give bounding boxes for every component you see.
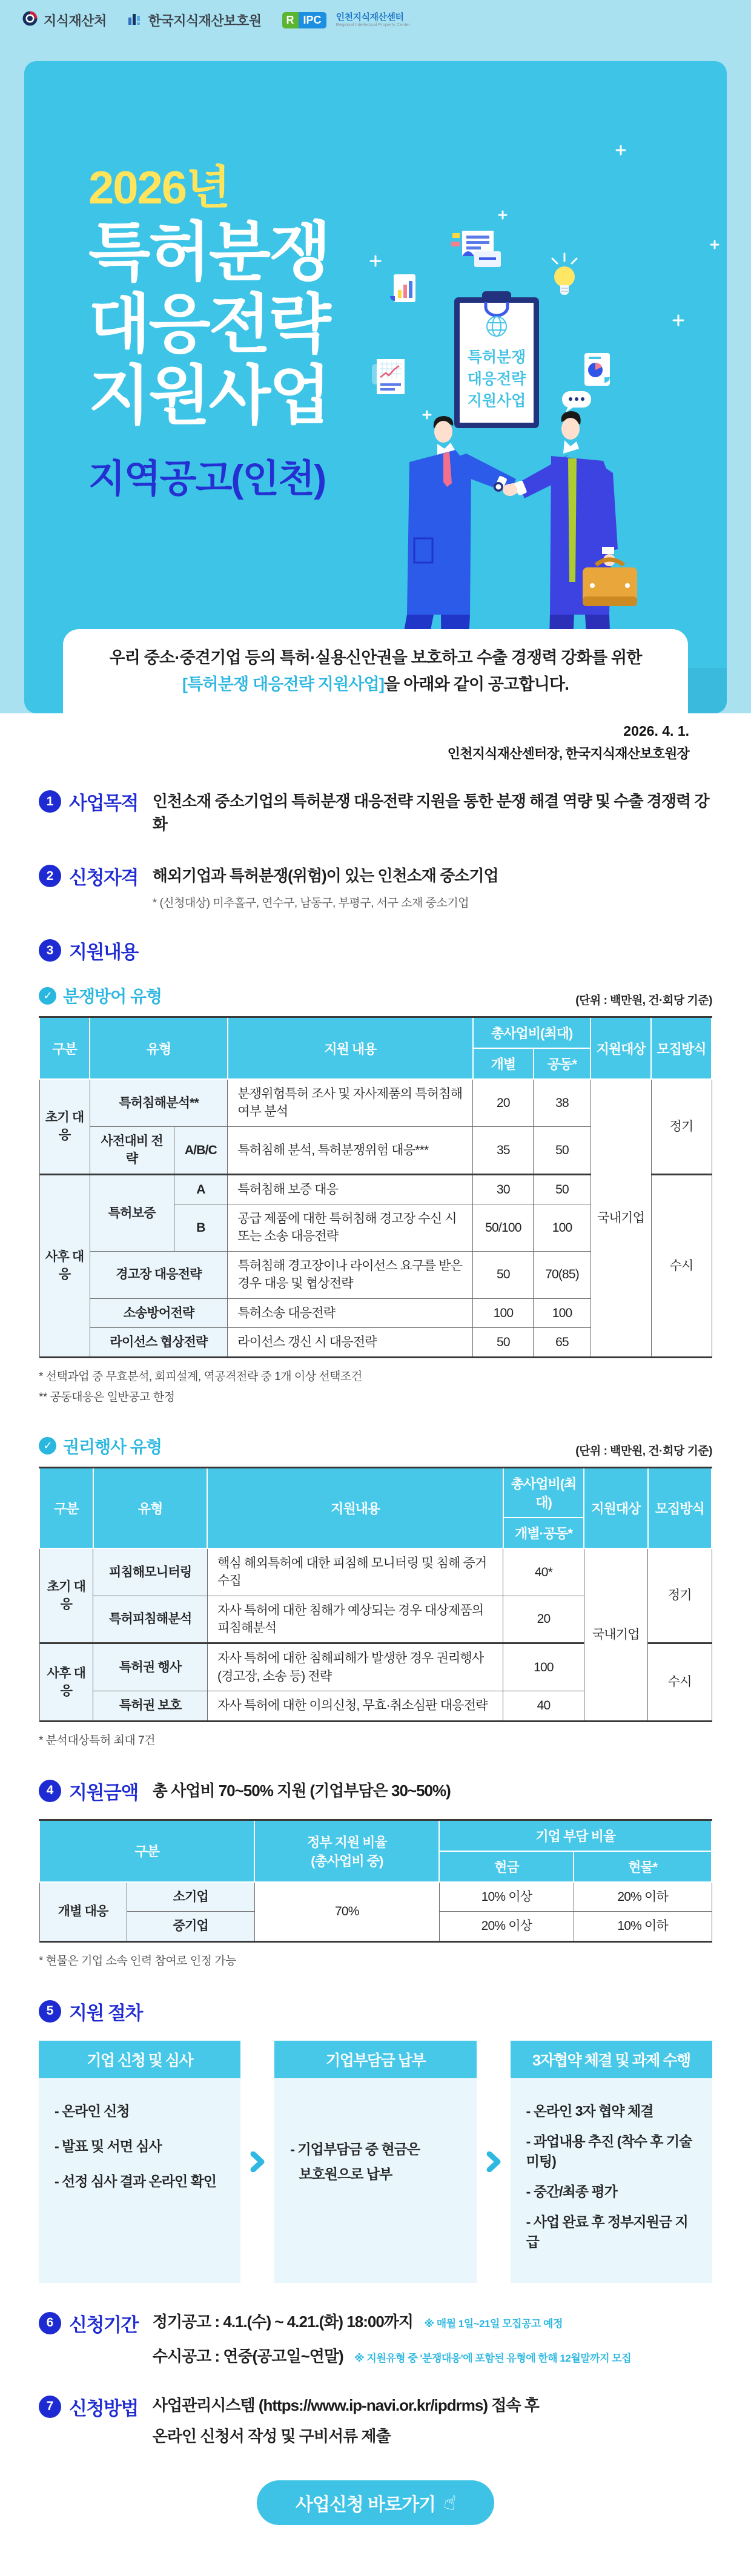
period-anytime-note: ※ 지원유형 중 '분쟁대응'에 포함된 유형에 한해 12월말까지 모집 bbox=[354, 2352, 632, 2364]
col-header: 현금 bbox=[439, 1851, 574, 1882]
ripc-name: 인천지식재산센터 bbox=[336, 12, 404, 23]
process-step-item: 보호원으로 납부 bbox=[299, 2166, 392, 2182]
process-step-3-header: 3자협약 체결 및 과제 수행 bbox=[511, 2041, 712, 2078]
process-step-item: - 발표 및 서면 심사 bbox=[55, 2138, 162, 2154]
process-step-1-header: 기업 신청 및 심사 bbox=[39, 2041, 240, 2078]
hero-title-line: 특허분쟁 bbox=[88, 217, 329, 288]
process-step-item: - 온라인 신청 bbox=[55, 2102, 130, 2119]
process-step-2 bbox=[274, 2041, 476, 2283]
table2-label-group bbox=[39, 1434, 162, 1458]
table2-unit: (단위 : 백만원, 건·회당 기준) bbox=[575, 1444, 712, 1458]
process-step-item: - 기업부담금 중 현금은 bbox=[290, 2141, 420, 2158]
period-regular-note: ※ 매월 1일~21일 모집공고 예정 bbox=[424, 2317, 563, 2330]
bar-chart-logo-icon bbox=[127, 12, 143, 29]
logo-koipa-label: 한국지식재산보호원 bbox=[148, 13, 262, 28]
pie-chart-doc-icon bbox=[584, 353, 610, 386]
col-header: 구분 bbox=[39, 1467, 93, 1548]
section-5-badge: 5 bbox=[39, 2000, 61, 2023]
col-header: 총사업비(최대) bbox=[473, 1017, 591, 1049]
hero-year: 2026년 bbox=[88, 162, 230, 214]
process-step-item: - 선정 심사 결과 온라인 확인 bbox=[55, 2173, 217, 2189]
col-header: 기업 부담 비율 bbox=[439, 1820, 712, 1851]
funding-ratio-table bbox=[39, 1819, 712, 1943]
table1-label: 분쟁방어 유형 bbox=[63, 987, 162, 1006]
process-step-2-header: 기업부담금 납부 bbox=[274, 2041, 476, 2078]
table-row: 초기 대응 피침해모니터링 핵심 해외특허에 대한 피침해 모니터링 및 침해 증거 수집 40* 국내기업 정기 bbox=[39, 1548, 712, 1596]
table2-footnote: * 분석대상특허 최대 7건 bbox=[39, 1734, 155, 1747]
table-row: 사후 대응 특허권 행사 자사 특허에 대한 침해피해가 발생한 경우 권리행사(경고장, 소송 등) 전략 100 수시 bbox=[39, 1643, 712, 1691]
table1-footnotes: * 선택과업 중 무효분석, 회피설계, 역공격전략 중 1개 이상 선택조건 ** 공동대응은 일반공고 한정 bbox=[39, 1370, 362, 1404]
table-row: 개별 대응 소기업 70% 10% 이상 20% 이하 bbox=[39, 1882, 712, 1912]
section-application-period bbox=[39, 2310, 712, 2366]
apply-now-label: 사업신청 바로가기 bbox=[295, 2494, 436, 2515]
col-header: 총사업비(최대) bbox=[503, 1467, 584, 1518]
hand-cursor-icon: ☝ bbox=[442, 2490, 458, 2515]
logo-koipa bbox=[127, 11, 262, 30]
line-chart-doc-icon bbox=[372, 359, 405, 394]
announcement-meta bbox=[0, 713, 751, 762]
period-regular: 정기공고 : 4.1.(수) ~ 4.21.(화) 18:00까지 ※ 매월 1일~21일 모집공고 예정 bbox=[152, 2312, 563, 2331]
table2-caption-row bbox=[39, 1434, 712, 1458]
intro-line-2: [특허분쟁 대응전략 지원사업]을 아래와 같이 공고합니다. bbox=[182, 675, 569, 693]
table3-footnote: * 현물은 기업 소속 인력 참여로 인정 가능 bbox=[39, 1954, 237, 1967]
section-6-badge: 6 bbox=[39, 2312, 61, 2334]
hero-title-block bbox=[88, 151, 329, 503]
clipboard-sign bbox=[454, 291, 539, 428]
col-header: 지원 내용 bbox=[228, 1017, 473, 1080]
process-step-item: - 중간/최종 평가 bbox=[526, 2183, 617, 2199]
section-4-badge: 4 bbox=[39, 1780, 61, 1802]
process-step-item: - 사업 완료 후 정부지원금 지급 bbox=[526, 2213, 688, 2250]
table-row: 사후 대응 특허보증 A 특허침해 보증 대응 30 50 수시 bbox=[39, 1174, 712, 1204]
ripc-logo-icon: R IPC bbox=[282, 12, 326, 28]
hero-banner bbox=[24, 61, 727, 713]
col-header: 공동* bbox=[534, 1048, 591, 1079]
intro-box bbox=[63, 629, 688, 713]
arrow-right-icon bbox=[240, 2041, 274, 2283]
section-eligibility bbox=[39, 862, 712, 910]
method-line-1: 사업관리시스템 (https://www.ip-navi.or.kr/ipdrms) 접속 후 bbox=[152, 2396, 539, 2414]
process-step-1 bbox=[39, 2041, 240, 2283]
process-step-3 bbox=[511, 2041, 712, 2283]
board-line: 특허분쟁 bbox=[467, 349, 526, 366]
col-header: 유형 bbox=[93, 1467, 208, 1548]
section-1-body: 인천소재 중소기업의 특허분쟁 대응전략 지원을 통한 분쟁 해결 역량 및 수출 경쟁력 강화 bbox=[152, 792, 709, 833]
table-row: 특허피침해분석 자사 특허에 대한 침해가 예상되는 경우 대상제품의 피침해분석 20 bbox=[39, 1596, 712, 1643]
section-2-badge: 2 bbox=[39, 865, 61, 887]
section-3-badge: 3 bbox=[39, 939, 61, 962]
process-step-item: - 온라인 3자 협약 체결 bbox=[526, 2102, 653, 2119]
col-header: 지원대상 bbox=[584, 1467, 647, 1548]
table1-unit: (단위 : 백만원, 건·회당 기준) bbox=[575, 994, 712, 1008]
apply-now-button[interactable] bbox=[257, 2480, 494, 2525]
table-row: 경고장 대응전략 특허침해 경고장이나 라이선스 요구를 받은 경우 대응 및 협상전략 50 70(85) bbox=[39, 1251, 712, 1298]
briefcase-icon bbox=[583, 567, 637, 606]
table-row: 초기 대응 특허침해분석** 분쟁위험특허 조사 및 자사제품의 특허침해 여부 분석 20 38 국내기업 정기 bbox=[39, 1079, 712, 1126]
table-row: 특허권 보호 자사 특허에 대한 이의신청, 무효·취소심판 대응전략 40 bbox=[39, 1691, 712, 1721]
col-header: 정부 지원 비율 (총사업비 중) bbox=[254, 1820, 439, 1882]
section-application-method bbox=[39, 2393, 712, 2446]
section-2-body: 해외기업과 특허분쟁(위험)이 있는 인천소재 중소기업 bbox=[152, 867, 498, 885]
rights-enforcement-table bbox=[39, 1467, 712, 1722]
col-header: 개별·공동* bbox=[503, 1518, 584, 1548]
gov-emblem-icon bbox=[22, 10, 38, 30]
col-header: 지원대상 bbox=[591, 1017, 651, 1080]
announcement-date: 2026. 4. 1. bbox=[623, 723, 689, 739]
bar-chart-doc-icon bbox=[390, 274, 415, 302]
table-row: 사전대비 전략 A/B/C 특허침해 분석, 특허분쟁위험 대응*** 35 50 bbox=[39, 1126, 712, 1174]
board-line: 지원사업 bbox=[467, 392, 526, 409]
check-circle-icon: ✓ bbox=[39, 1437, 56, 1455]
col-header: 모집방식 bbox=[648, 1467, 712, 1548]
lightbulb-icon bbox=[552, 254, 577, 295]
dispute-defense-table bbox=[39, 1016, 712, 1358]
section-7-badge: 7 bbox=[39, 2396, 61, 2418]
hero-title-line: 대응전략 bbox=[88, 288, 329, 360]
arrow-right-icon bbox=[477, 2041, 511, 2283]
logo-ripc bbox=[282, 12, 411, 28]
table-row: B 공급 제품에 대한 특허침해 경고장 수신 시 또는 소송 대응전략 50/100 100 bbox=[39, 1204, 712, 1252]
announcement-signer: 인천지식재산센터장, 한국지식재산보호원장 bbox=[447, 746, 689, 761]
section-support-content bbox=[39, 937, 712, 964]
table2-label: 권리행사 유형 bbox=[63, 1437, 162, 1456]
logo-kipo-label: 지식재산처 bbox=[44, 13, 107, 28]
section-3-title: 지원내용 bbox=[69, 942, 138, 963]
section-2-note: * (신청대상) 미추홀구, 연수구, 남동구, 부평구, 서구 소재 중소기업 bbox=[152, 897, 469, 910]
section-1-badge: 1 bbox=[39, 790, 61, 813]
col-header: 개별 bbox=[473, 1048, 534, 1079]
logo-kipo bbox=[22, 10, 107, 30]
speech-bubble-icon bbox=[562, 391, 591, 412]
hero-title-line: 지원사업 bbox=[88, 360, 329, 432]
intro-highlight: [특허분쟁 대응전략 지원사업] bbox=[182, 675, 385, 693]
table-row: 라이선스 협상전략 라이선스 갱신 시 대응전략 50 65 bbox=[39, 1327, 712, 1357]
section-4-body: 총 사업비 70~50% 지원 (기업부담은 30~50%) bbox=[152, 1781, 451, 1800]
col-header: 유형 bbox=[90, 1017, 228, 1080]
col-header: 지원내용 bbox=[207, 1467, 503, 1548]
section-5-title: 지원 절차 bbox=[69, 2002, 142, 2024]
table-row: 소송방어전략 특허소송 대응전략 100 100 bbox=[39, 1298, 712, 1327]
section-7-title: 신청방법 bbox=[69, 2397, 138, 2419]
col-header: 현물* bbox=[574, 1851, 712, 1882]
section-process bbox=[39, 1998, 712, 2025]
board-line: 대응전략 bbox=[467, 371, 526, 388]
table1-label-group bbox=[39, 983, 162, 1008]
hero-subtitle: 지역공고(인천) bbox=[88, 458, 326, 501]
col-header: 구분 bbox=[39, 1820, 254, 1882]
ripc-subtitle: Regional Intellectual Property Center bbox=[336, 21, 411, 27]
section-6-title: 신청기간 bbox=[69, 2314, 138, 2336]
table-row: 중기업 20% 이상 10% 이하 bbox=[39, 1912, 712, 1941]
document-icon bbox=[451, 231, 501, 267]
header bbox=[0, 0, 751, 40]
intro-line-1: 우리 중소·중견기업 등의 특허·실용신안권을 보호하고 수출 경쟁력 강화를 위한 bbox=[109, 648, 642, 667]
process-flow bbox=[39, 2041, 712, 2283]
section-1-title: 사업목적 bbox=[69, 793, 138, 814]
table1-caption-row bbox=[39, 983, 712, 1008]
period-anytime: 수시공고 : 연중(공고일~연말) ※ 지원유형 중 '분쟁대응'에 포함된 유형에 한해 12월말까지 모집 bbox=[152, 2346, 632, 2365]
sparkle-icons bbox=[371, 146, 718, 418]
process-step-item: - 과업내용 추진 (착수 후 기술미팅) bbox=[526, 2133, 692, 2169]
method-line-2: 온라인 신청서 작성 및 구비서류 제출 bbox=[152, 2426, 391, 2445]
col-header: 모집방식 bbox=[651, 1017, 712, 1080]
hero-illustration bbox=[351, 61, 727, 713]
section-support-amount bbox=[39, 1777, 712, 1805]
check-circle-icon: ✓ bbox=[39, 987, 56, 1005]
section-4-title: 지원금액 bbox=[69, 1782, 138, 1803]
section-purpose bbox=[39, 788, 712, 836]
col-header: 구분 bbox=[39, 1017, 90, 1080]
section-2-title: 신청자격 bbox=[69, 867, 138, 889]
